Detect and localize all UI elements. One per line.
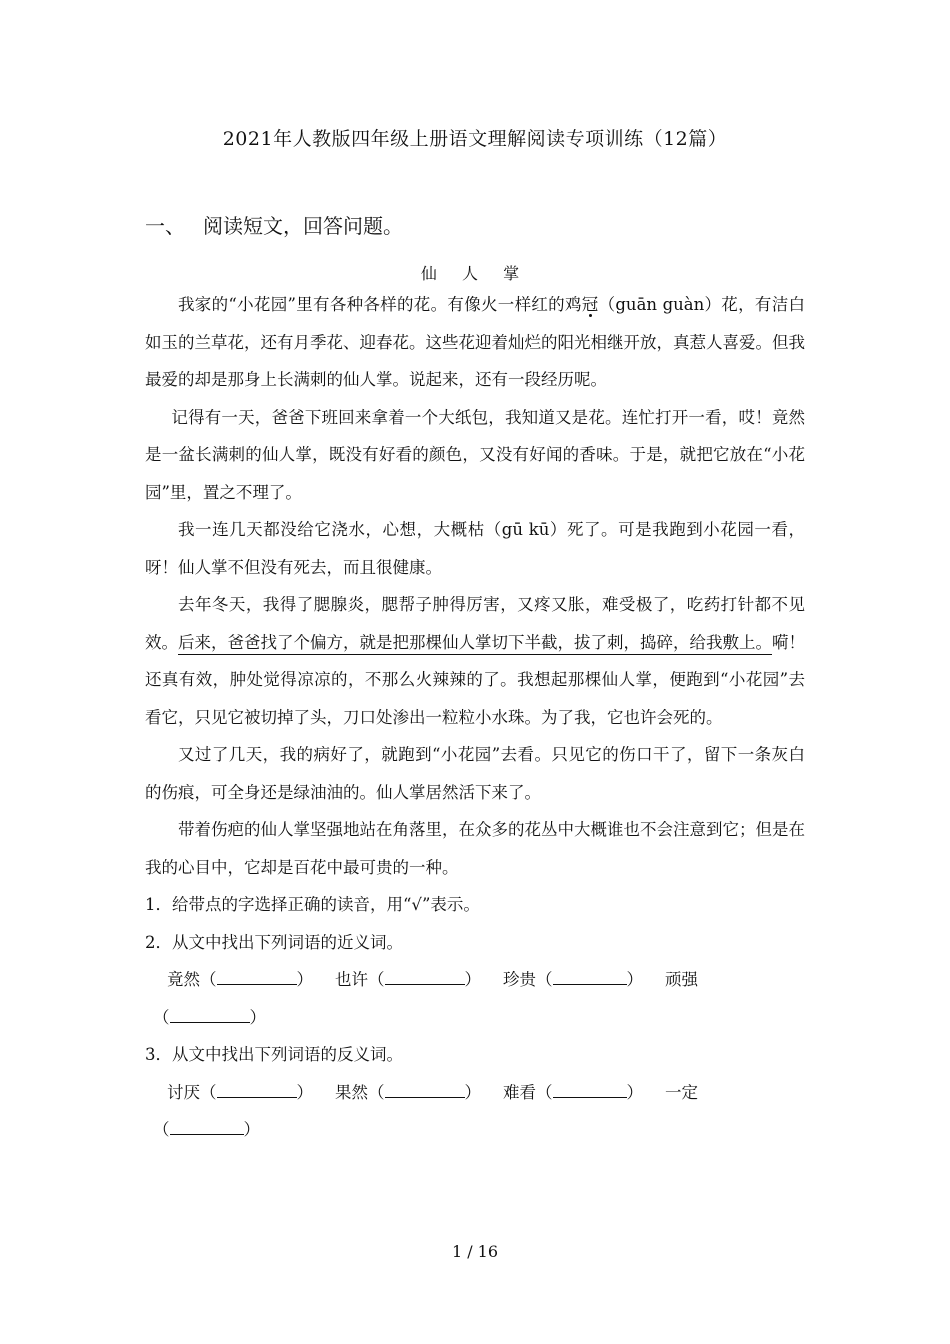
question-1: 1．给带点的字选择正确的读音，用“√”表示。 <box>145 895 480 914</box>
section-heading <box>145 210 403 239</box>
question-2-words <box>145 961 805 1036</box>
paragraph-4-text-b: 嗬！还真有效，肿处觉得凉凉的，不那么火辣辣的了。我想起那棵仙人掌，便跑到“小花园”去看它，只见它被切掉了头，刀口处渗出一粒粒小水珠。为了我，它也许会死的。 <box>145 632 805 727</box>
word-label: 顽强 <box>665 970 698 989</box>
paragraph-2: 记得有一天，爸爸下班回来拿着一个大纸包，我知道又是花。连忙打开一看，哎！竟然是一盆长满刺的仙人掌，既没有好看的颜色，又没有好闻的香味。于是，就把它放在“小花园”里，置之不理了。 <box>145 407 805 502</box>
paragraph-5: 又过了几天，我的病好了，就跑到“小花园”去看。只见它的伤口干了，留下一条灰白的伤痕，可全身还是绿油油的。仙人掌居然活下来了。 <box>145 745 805 802</box>
word-item: 讨厌（ ） <box>167 1082 313 1102</box>
underlined-sentence: 后来，爸爸找了个偏方，就是把那棵仙人掌切下半截，拔了刺，捣碎，给我敷上。 <box>178 633 772 655</box>
word-label: 讨厌 <box>167 1082 200 1102</box>
word-label: 也许 <box>335 970 368 989</box>
answer-blank[interactable] <box>385 970 465 985</box>
word-label: 果然 <box>335 1082 368 1102</box>
word-item-wrap: （ ） <box>153 1120 260 1139</box>
paragraph-3: 我一连几天都没给它浇水，心想，大概枯（gū kū）死了。可是我跑到小花园一看，呀！仙人掌不但没有死去，而且很健康。 <box>145 520 805 577</box>
answer-blank[interactable] <box>553 970 627 985</box>
word-item <box>665 1083 698 1102</box>
question-3-words <box>145 1074 805 1149</box>
paragraph-4 <box>145 586 805 736</box>
word-item: 难看（ ） <box>503 1082 643 1102</box>
word-item: 也许（ ） <box>335 970 481 989</box>
question-3: 3．从文中找出下列词语的反义词。 <box>145 1045 403 1064</box>
answer-blank[interactable] <box>385 1083 465 1098</box>
paragraph-1-text-a: 我家的“小花园”里有各种各样的花。有像火一样红的鸡 <box>178 295 582 314</box>
paragraph-1 <box>145 286 805 399</box>
word-item-wrap: （ ） <box>153 1007 266 1027</box>
answer-blank[interactable] <box>217 1083 297 1098</box>
story-title: 仙 人 掌 <box>420 264 530 283</box>
answer-blank[interactable] <box>553 1083 627 1098</box>
document-title: 2021年人教版四年级上册语文理解阅读专项训练（12篇） <box>222 128 728 150</box>
answer-blank[interactable] <box>170 1008 250 1023</box>
section-heading-text: 阅读短文，回答问题。 <box>203 214 403 238</box>
dotted-character: 冠 <box>581 295 599 314</box>
paragraph-4-text-a: 去年冬天，我得了腮腺炎，腮帮子肿得厉害，又疼又胀，难受极了，吃药打针都不见效。 <box>145 595 805 652</box>
word-label: 一定 <box>665 1082 698 1102</box>
word-item <box>665 970 698 989</box>
answer-blank[interactable] <box>170 1120 244 1135</box>
word-label: 珍贵 <box>503 970 536 989</box>
reading-passage <box>145 286 805 1149</box>
word-item: 果然（ ） <box>335 1082 481 1102</box>
answer-blank[interactable] <box>217 970 297 985</box>
page-number: 1 / 16 <box>451 1242 499 1261</box>
word-label: 竟然 <box>167 970 200 989</box>
word-item: 珍贵（ ） <box>503 970 643 989</box>
word-item: 竟然（ ） <box>167 970 313 989</box>
question-2: 2．从文中找出下列词语的近义词。 <box>145 932 403 952</box>
paragraph-1-text-b: （guān guàn）花，有洁白如玉的兰草花，还有月季花、迎春花。这些花迎着灿烂的阳光相继开放，真惹人喜爱。但我最爱的却是那身上长满刺的仙人掌。说起来，还有一段经历呢。 <box>145 295 805 389</box>
word-label: 难看 <box>503 1082 536 1102</box>
paragraph-6: 带着伤疤的仙人掌坚强地站在角落里，在众多的花丛中大概谁也不会注意到它；但是在我的心目中，它却是百花中最可贵的一种。 <box>145 820 805 877</box>
section-number: 一、 <box>145 214 185 238</box>
